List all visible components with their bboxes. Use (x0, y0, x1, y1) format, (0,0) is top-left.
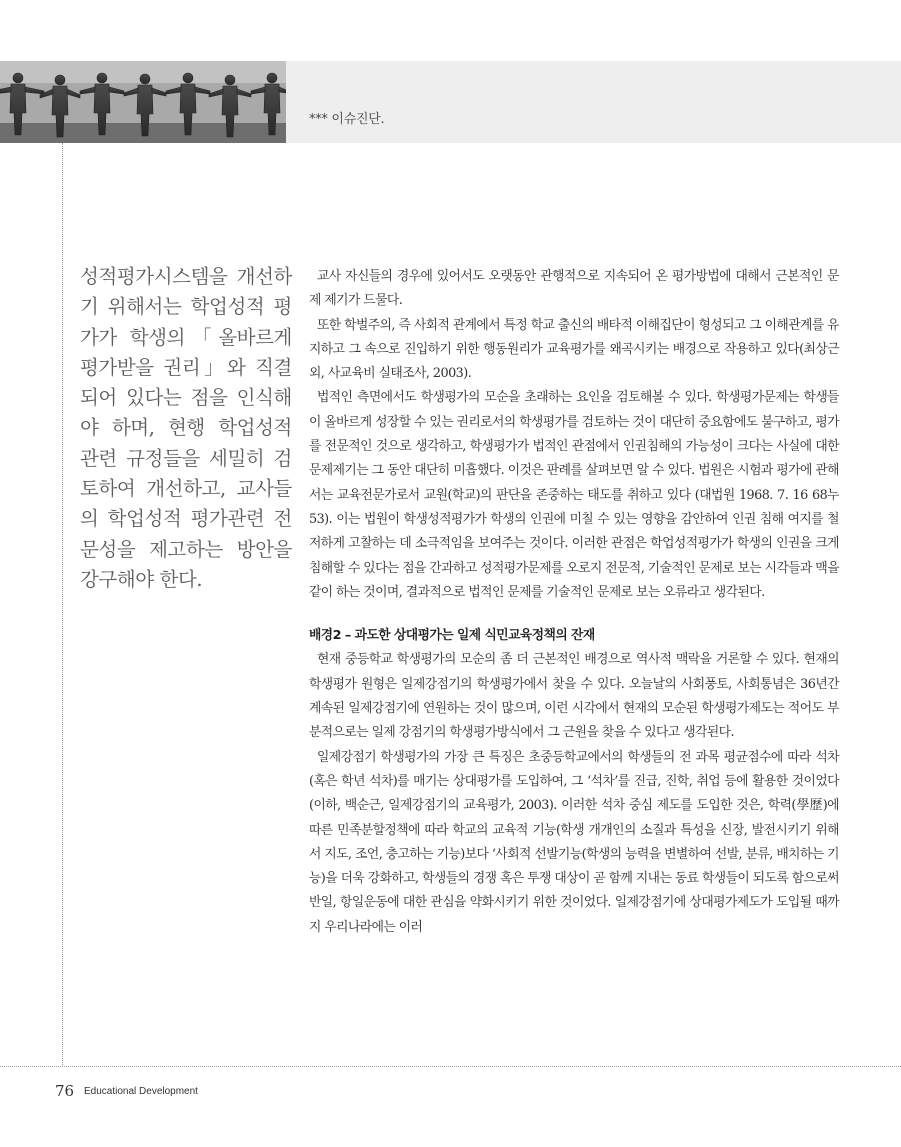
header-photo (0, 61, 286, 143)
body-paragraph: 일제강점기 학생평가의 가장 큰 특징은 초중등학교에서의 학생들의 전 과목 평균점수에 따라 석차(혹은 학년 석차)를 매기는 상대평가를 도입하여, 그 ‘석차’를 진급, 진학, 취업 등에 활용한 것이었다(이하, 백순근, 일제강점기의 교육평가, 2003). 이러한 석차 중심 제도를 도입한 것은, 학력(學歷)에 따른 민족분할정책에 따라 학교의 교육적 기능(학생 개개인의 소질과 특성을 신장, 발전시키기 위해서 지도, 조언, 충고하는 기능)보다 ‘사회적 선발기능(학생의 능력을 변별하여 선발, 분류, 배치하는 기능)을 더욱 강화하고, 학생들의 경쟁 혹은 투쟁 대상이 곧 함께 지내는 동료 학생들이 되도록 함으로써 반일, 항일운동에 대한 관심을 약화시키기 위한 것이었다. 일제강점기에 상대평가제도가 도입될 때까지 우리나라에는 이러 (309, 749, 839, 935)
pull-quote: 성적평가시스템을 개선하기 위해서는 학업성적 평가가 학생의「올바르게 평가받을 권리」와 직결되어 있다는 점을 인식해야 하며, 현행 학업성적 관련 규정들을 세밀히 검토하여 개선하고, 교사들의 학업성적 평가관련 전문성을 제고하는 방안을 강구해야 한다. (80, 265, 292, 591)
body-paragraph: 교사 자신들의 경우에 있어서도 오랫동안 관행적으로 지속되어 온 평가방법에 대해서 근본적인 문제 제기가 드물다. (309, 269, 839, 309)
footer-dotted-rule (0, 1066, 901, 1067)
journal-name: Educational Development (84, 1086, 198, 1097)
body-paragraph: 법적인 측면에서도 학생평가의 모순을 초래하는 요인을 검토해볼 수 있다. 학생평가문제는 학생들이 올바르게 성장할 수 있는 권리로서의 학생평가를 검토하는 것이 대단히 중요함에도 불구하고, 평가를 전문적인 것으로 생각하고, 학생평가가 법적인 관점에서 인권침해의 가능성이 크다는 사실에 대한 문제제기는 그 동안 대단히 미흡했다. 이것은 판례를 살펴보면 알 수 있다. 법원은 시험과 평가에 관해서는 교육전문가로서 교원(학교)의 판단을 존중하는 태도를 취하고 있다 (대법원 1968. 7. 16 68누 53). 이는 법원이 학생성적평가가 학생의 인권에 미칠 수 있는 영향을 감안하여 인권 침해 여지를 철저하게 고찰하는 데 소극적임을 보여주는 것이다. 이러한 관점은 학업성적평가가 학생의 인권을 크게 침해할 수 있다는 점을 간과하고 성적평가문제를 오로지 전문적, 기술적인 문제로 보는 시각들과 맥을 같이 하는 것이며, 결과적으로 법적인 문제를 기술적인 문제로 보는 오류라고 생각된다. (309, 390, 840, 600)
left-dotted-rule (62, 143, 63, 1065)
article-body (309, 265, 839, 940)
page-number: 76 (55, 1082, 75, 1100)
header-band (286, 61, 901, 143)
body-paragraph: 현재 중등학교 학생평가의 모순의 좀 더 근본적인 배경으로 역사적 맥락을 거론할 수 있다. 현재의 학생평가 원형은 일제강점기의 학생평가에서 찾을 수 있다. 오늘날의 사회풍토, 사회통념은 36년간 계속된 일제강점기에 연원하는 것이 많으며, 이런 시각에서 현재의 모순된 학생평가제도는 적어도 부분적으로는 일제 강점기의 학생평가방식에서 그 근원을 찾을 수 있다고 생각된다. (309, 652, 839, 741)
section-label: *** 이슈진단. (309, 112, 385, 127)
section-heading: 배경2 – 과도한 상대평가는 일제 식민교육정책의 잔재 (309, 628, 595, 644)
body-paragraph: 또한 학벌주의, 즉 사회적 관계에서 특정 학교 출신의 배타적 이해집단이 형성되고 그 이해관계를 유지하고 그 속으로 진입하기 위한 행동원리가 교육평가를 왜곡시키는 배경으로 작용하고 있다(최상근 외, 사교육비 실태조사, 2003). (309, 317, 839, 382)
paper-chain-figures-image (0, 61, 286, 143)
